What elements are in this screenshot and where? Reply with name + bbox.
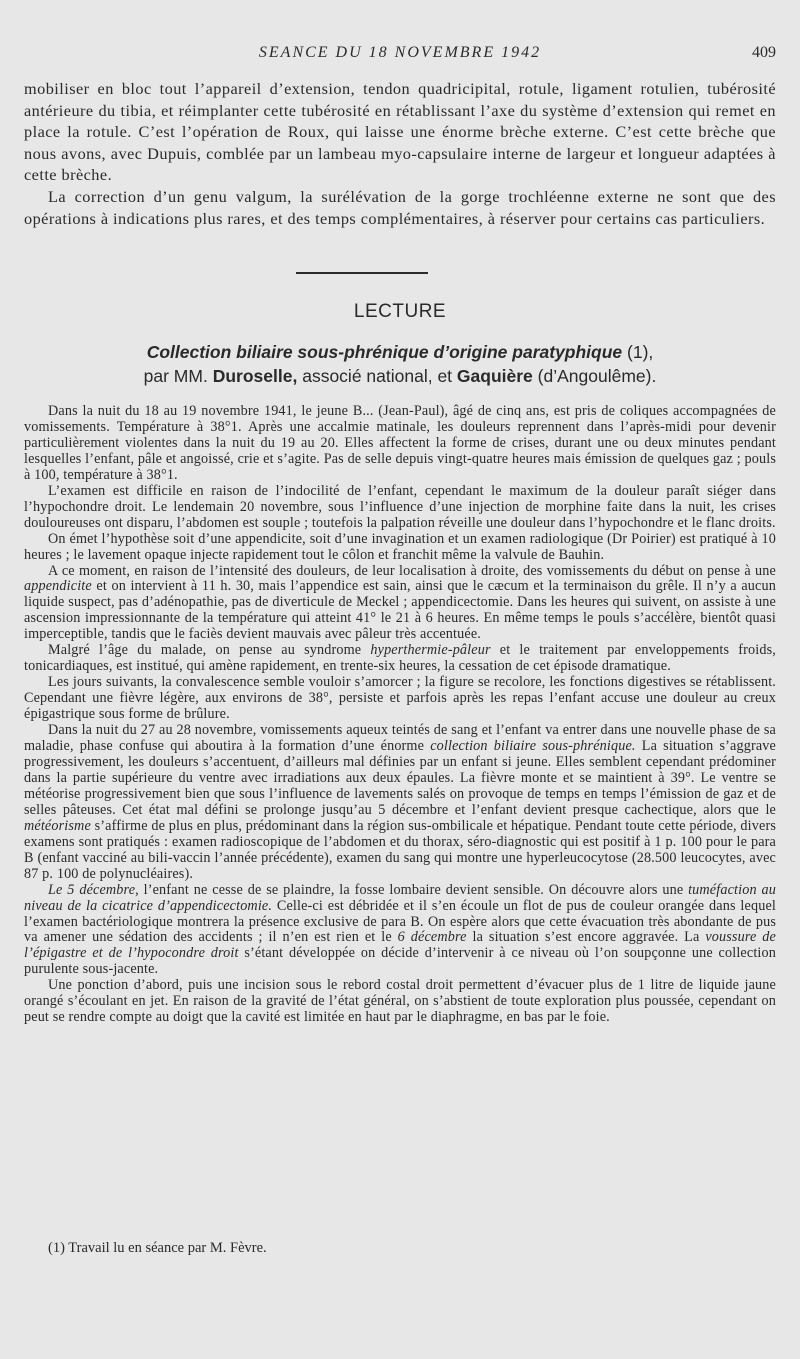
author-1: Duroselle, [212,366,298,386]
emphasis: hyperthermie-pâleur [370,642,491,659]
section-divider [296,272,428,274]
body-paragraph-2: L’examen est difficile en raison de l’indocilité de l’enfant, cependant le maximum de la douleur paraît siéger dans l’hypochondre droit. Le lendemain 20 novembre, sous l’influence d’une injection de morphine faite dans la nuit, les crises douloureuses ont disparu, l’abdomen est souple ; toutefois la palpation réveille une douleur dans l’hypochondre et le flanc droits. [24,482,776,531]
body-paragraph-5 [24,643,776,675]
footnote: (1) Travail lu en séance par M. Fèvre. [48,1240,267,1256]
author-1-role: associé national, et [302,366,453,386]
emphasis: météorisme [24,817,91,834]
body-paragraph-4 [24,564,776,644]
article-byline [24,364,776,388]
footnote-reference: (1), [627,342,654,362]
emphasis: collection biliaire sous-phrénique. [430,738,636,755]
text-run: et on intervient à 11 h. 30, mais l’appendice est sain, ainsi que le cæcum et la terminaison du grêle. Il n’y a aucun liquide suspect, pas d’adénopathie, pas de diverticule de Meckel ; appendicectomie. Dans les heures qui suivent, on assiste à une ascension impressionnante de la température qui atteint 41° le 21 à 6 heures. En même temps le pouls s’accélère, bientôt quasi imperceptible, tandis que le faciès devient mauvais avec pâleur très accentuée. [24,578,776,643]
text-run: la situation s’est encore aggravée. La [466,929,706,946]
intro-paragraph-2: La correction d’un genu valgum, la surélévation de la gorge trochléenne externe ne sont que des opérations à indications plus rares, et des temps complémentaires, à réserver pour certains cas particuliers. [24,186,776,228]
article-body [24,404,776,1026]
emphasis: tuméfaction au niveau de la cicatrice d’appendicectomie. [24,881,776,914]
article-heading [24,340,776,388]
byline-prefix: par MM. [143,366,208,386]
running-title: SEANCE DU 18 NOVEMBRE 1942 [258,44,542,61]
body-paragraph-9: Une ponction d’abord, puis une incision sous le rebord costal droit permettent d’évacuer plus de 1 litre de liquide jaune orangé s’écoulant en jet. En raison de la gravité de l’état général, on s’abstient de toute exploration plus poussée, cependant on peut se rendre compte au doigt que la cavité est limitée en haut par le diaphragme, en bas par le foie. [24,977,776,1026]
body-paragraph-1: Dans la nuit du 18 au 19 novembre 1941, le jeune B... (Jean-Paul), âgé de cinq ans, est pris de coliques accompagnées de vomissements. Température à 38°1. Après une accalmie matinale, les douleurs reprennent dans l’après-midi pour devenir particulièrement violentes dans la nuit du 19 au 20. Elles affectent la forme de crises, durant une ou deux minutes pendant lesquelles l’enfant, pâle et angoissé, crie et s’agite. Pas de selle depuis vingt-quatre heures mais émission de quelques gaz ; pouls à 100, température à 38°1. [24,403,776,483]
body-paragraph-3: On émet l’hypothèse soit d’une appendicite, soit d’une invagination et un examen radiologique (Dr Poirier) est pratiqué à 10 heures ; le lavement opaque injecte rapidement tout le côlon et franchit même la valvule de Bauhin. [24,530,776,563]
intro-paragraph-1: mobiliser en bloc tout l’appareil d’extension, tendon quadricipital, rotule, ligament rotulien, tubérosité antérieure du tibia, et réimplanter cette tubérosité en rétablissant l’axe du système d’extension qui remet en place la rotule. C’est l’opération de Roux, qui laisse une énorme brèche externe. C’est cette brèche que nous avons, avec Dupuis, comblée par un lambeau myo-capsulaire interne de largeur et longueur adaptées à cette brèche. [24,79,776,185]
text-run: s’étant développée on décide d’intervenir à ce niveau où l’on soupçonne une collection purulente sous-jacente. [24,945,776,978]
emphasis: voussure de l’épigastre et de l’hypocondre droit [24,929,776,962]
page-number: 409 [752,44,776,61]
body-paragraph-6: Les jours suivants, la convalescence semble vouloir s’amorcer ; la figure se recolore, les fonctions digestives se rétablissent. Cependant une fièvre légère, aux environs de 38°, persiste et parfois après les repas l’enfant accuse une douleur au creux épigastrique sous forme de brûlure. [24,674,776,723]
intro-text [24,78,776,229]
body-paragraph-7 [24,723,776,883]
article-title: Collection biliaire sous-phrénique d’origine paratyphique [146,342,623,362]
emphasis: appendicite [24,578,92,595]
article-title-line [24,340,776,364]
section-title: LECTURE [353,301,447,322]
text-run: l’enfant ne cesse de se plaindre, la fosse lombaire devient sensible. On découvre alors une [138,881,689,898]
author-2-city: (d’Angoulême). [537,366,657,386]
text-run: Dans la nuit du 27 au 28 novembre, vomissements aqueux teintés de sang et l’enfant va entrer dans une nouvelle phase de sa maladie, phase confuse qui aboutira à la formation d’une énorme [24,722,776,755]
emphasis: Le 5 décembre, [48,881,139,898]
text-run: La situation s’aggrave progressivement, les douleurs s’accentuent, d’ailleurs mal définies par un enfant si jeune. Elles semblent cependant prédominer dans la partie supérieure du ventre avec irradiations aux deux épaules. La fièvre monte et se maintient à 39°. Le ventre se météorise progressivement bien que sous l’influence de lavements salés on provoque de temps en temps l’émission de gaz et de selles pâteuses. Cet état mal défini se prolonge jusqu’au 5 décembre et l’enfant devient presque cachectique, alors que le [24,738,776,818]
text-run: A ce moment, en raison de l’intensité des douleurs, de leur localisation à droite, des vomissements du début on pense à une [48,562,776,579]
emphasis: 6 décembre [397,929,467,946]
text-run: et le traitement par enveloppements froids, tonicardiaques, est institué, qui amène rapidement, en trente-six heures, la cessation de cet épisode dramatique. [24,642,777,675]
text-run: s’affirme de plus en plus, prédominant dans la région sus-ombilicale et hépatique. Pendant toute cette période, divers examens sont pratiqués : examen radioscopique de l’abdomen et du thorax, séro-diagnostic qui est positif à 1 p. 100 pour le para B (enfant vacciné au bili-vaccin l’année précédente), examen du sang qui montre une hyperleucocytose (28.500 leucocytes, avec 87 p. 100 de polynucléaires). [24,817,776,882]
text-run: Malgré l’âge du malade, on pense au syndrome [48,642,371,659]
author-2: Gaquière [456,366,533,386]
running-head [24,44,776,66]
body-paragraph-8 [24,883,776,979]
text-run: Celle-ci est débridée et il s’en écoule un flot de pus de couleur orangée dans lequel l’examen bactériologique montrera la présence exclusive de para B. On espère alors que cette évacuation très abondante de pus va amener une sédation des accidents ; il n’en est rien et le [24,897,776,946]
